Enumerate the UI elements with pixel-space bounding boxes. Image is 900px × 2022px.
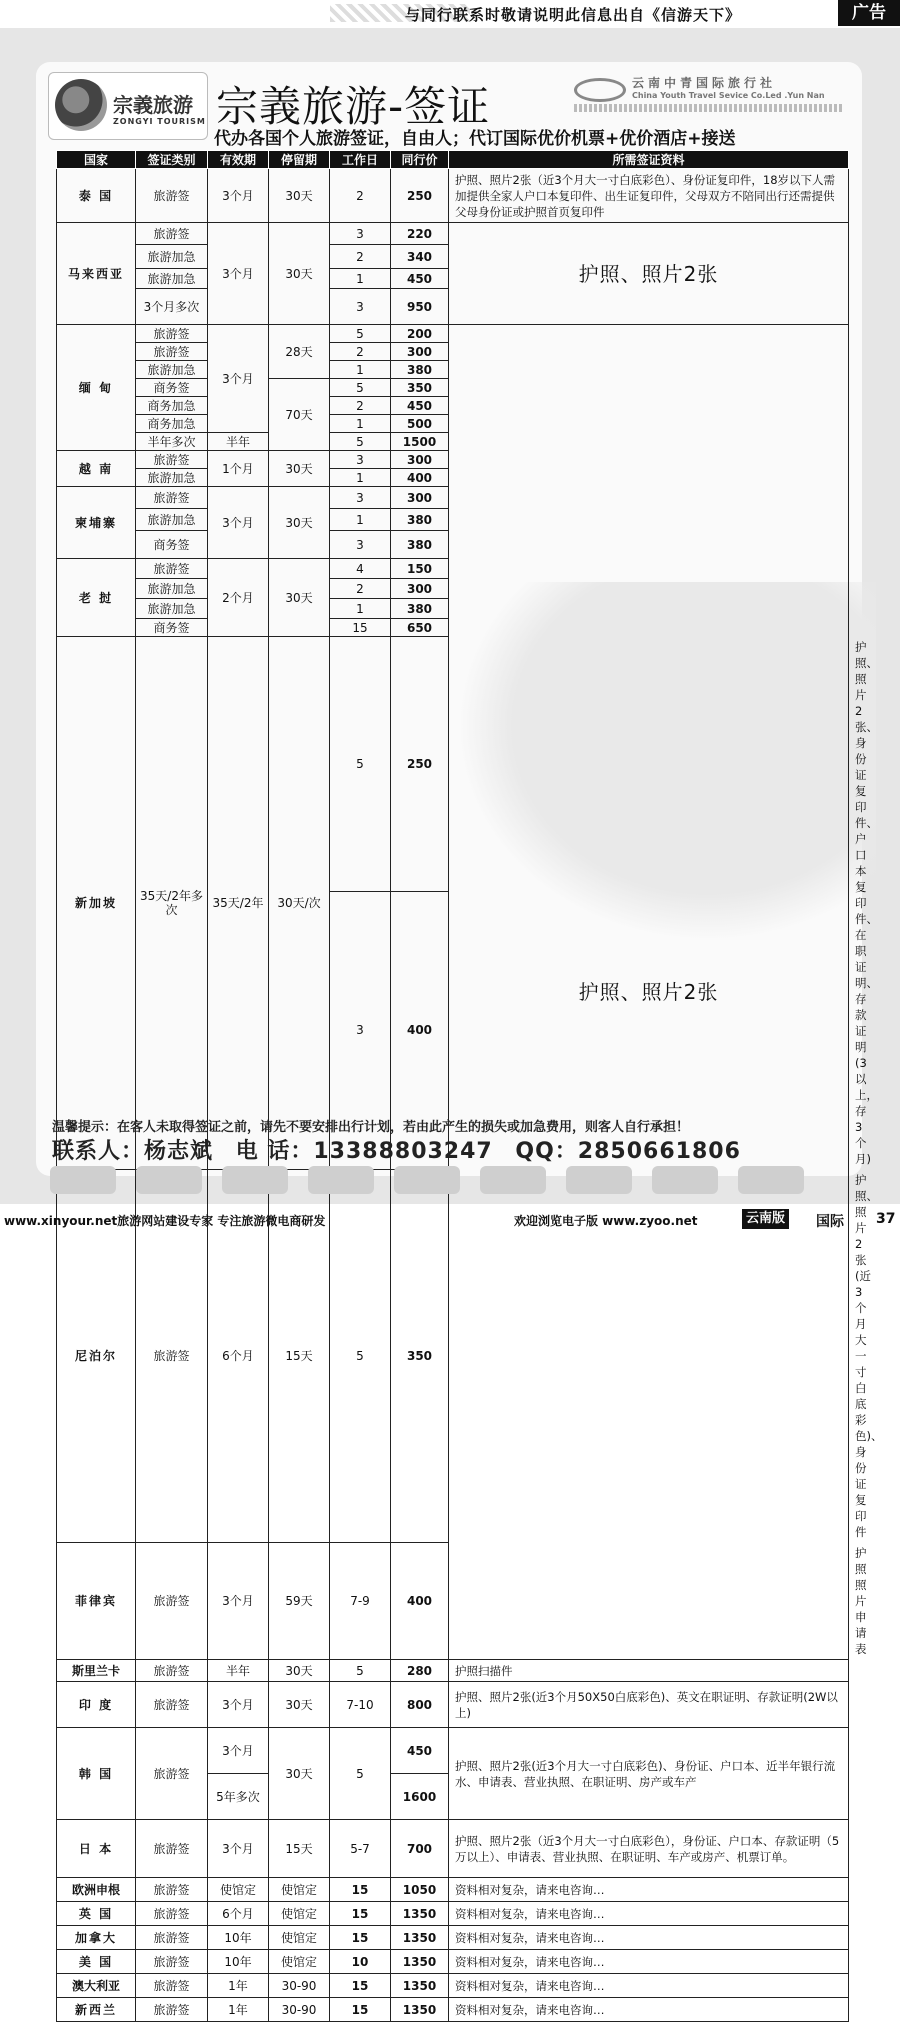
visa-type-cell: 旅游签 xyxy=(136,1902,208,1926)
validity-cell: 5年多次 xyxy=(208,1774,269,1820)
page-title: 宗義旅游-签证 xyxy=(216,82,491,131)
visa-type-cell: 旅游签 xyxy=(136,1926,208,1950)
materials-cell: 护照、照片2张(近3个月50X50白底彩色)、英文在职证明、存款证明(2W以上) xyxy=(449,1682,849,1728)
workdays-cell: 2 xyxy=(330,169,391,223)
stay-cell: 30天 xyxy=(269,559,330,637)
country-cell: 日 本 xyxy=(57,1820,136,1878)
visa-type-cell: 旅游签 xyxy=(136,1728,208,1820)
validity-cell: 半年 xyxy=(208,433,269,451)
workdays-cell: 7-9 xyxy=(330,1543,391,1660)
visa-type-cell: 商务签 xyxy=(136,619,208,637)
workdays-cell: 4 xyxy=(330,559,391,579)
price-cell: 220 xyxy=(391,223,449,245)
agency-english: China Youth Travel Sevice Co.Led .Yun Nan xyxy=(632,91,825,100)
validity-cell: 10年 xyxy=(208,1950,269,1974)
section-label: 国际 xyxy=(816,1214,844,1230)
workdays-cell: 1 xyxy=(330,599,391,619)
materials-cell: 资料相对复杂，请来电咨询… xyxy=(449,1974,849,1998)
workdays-cell: 5 xyxy=(330,325,391,343)
workdays-cell: 2 xyxy=(330,343,391,361)
validity-cell: 3个月 xyxy=(208,1543,269,1660)
country-cell: 老 挝 xyxy=(57,559,136,637)
stay-cell: 30天/次 xyxy=(269,637,330,1170)
visa-type-cell: 旅游加急 xyxy=(136,579,208,599)
visa-type-cell: 旅游加急 xyxy=(136,599,208,619)
country-cell: 斯里兰卡 xyxy=(57,1660,136,1682)
visa-type-cell: 商务签 xyxy=(136,531,208,559)
price-cell: 800 xyxy=(391,1682,449,1728)
visa-type-cell: 旅游签 xyxy=(136,223,208,245)
workdays-cell: 15 xyxy=(330,619,391,637)
visa-type-cell: 旅游签 xyxy=(136,1660,208,1682)
visa-type-cell: 旅游签 xyxy=(136,1170,208,1543)
validity-cell: 3个月 xyxy=(208,487,269,559)
price-cell: 1350 xyxy=(391,1902,449,1926)
flag-decoration xyxy=(50,1166,116,1194)
price-cell: 400 xyxy=(391,1543,449,1660)
validity-cell: 3个月 xyxy=(208,169,269,223)
flag-decoration xyxy=(652,1166,718,1194)
workdays-cell: 1 xyxy=(330,509,391,531)
workdays-cell: 7-10 xyxy=(330,1682,391,1728)
price-cell: 250 xyxy=(391,637,449,892)
table-row xyxy=(57,1820,849,1878)
contact-phone: 电 话：13388803247 xyxy=(235,1139,493,1164)
materials-cell: 资料相对复杂，请来电咨询… xyxy=(449,1878,849,1902)
visa-type-cell: 旅游签 xyxy=(136,343,208,361)
stay-cell: 30-90 xyxy=(269,1974,330,1998)
visa-type-cell: 旅游加急 xyxy=(136,509,208,531)
price-cell: 380 xyxy=(391,531,449,559)
price-cell: 700 xyxy=(391,1820,449,1878)
validity-cell: 35天/2年 xyxy=(208,637,269,1170)
table-row xyxy=(57,1998,849,2022)
workdays-cell: 5 xyxy=(330,1170,391,1543)
materials-cell: 资料相对复杂，请来电咨询… xyxy=(449,1998,849,2022)
validity-cell: 2个月 xyxy=(208,559,269,637)
workdays-cell: 15 xyxy=(330,1878,391,1902)
visa-type-cell: 商务加急 xyxy=(136,397,208,415)
workdays-cell: 5 xyxy=(330,379,391,397)
workdays-cell: 1 xyxy=(330,269,391,289)
warm-tip: 温馨提示：在客人未取得签证之前，请先不要安排出行计划，若由此产生的损失或加急费用，则客人自行承担！ xyxy=(52,1120,690,1135)
top-notice-bar xyxy=(0,0,900,26)
workdays-cell: 10 xyxy=(330,1950,391,1974)
flag-decoration xyxy=(222,1166,288,1194)
workdays-cell: 15 xyxy=(330,1926,391,1950)
price-cell: 380 xyxy=(391,509,449,531)
price-cell: 1350 xyxy=(391,1998,449,2022)
footprint-logo-icon xyxy=(55,79,107,131)
workdays-cell: 3 xyxy=(330,891,391,1169)
price-cell: 300 xyxy=(391,343,449,361)
logo-english: ZONGYI TOURISM xyxy=(113,117,206,126)
table-row: 菲律宾 旅游签 3个月 59天 7-9 400 护照 照片 申请表 xyxy=(57,1543,849,1660)
workdays-cell: 5 xyxy=(330,433,391,451)
country-cell: 马来西亚 xyxy=(57,223,136,325)
visa-type-cell: 旅游签 xyxy=(136,169,208,223)
price-cell: 950 xyxy=(391,289,449,325)
price-cell: 350 xyxy=(391,379,449,397)
stay-cell: 59天 xyxy=(269,1543,330,1660)
table-row xyxy=(57,1660,849,1682)
visa-type-cell: 商务签 xyxy=(136,379,208,397)
page-number: 37 xyxy=(876,1211,896,1227)
workdays-cell: 3 xyxy=(330,531,391,559)
edition-badge: 云南版 xyxy=(742,1209,789,1229)
flag-decoration xyxy=(566,1166,632,1194)
validity-cell: 3个月 xyxy=(208,1728,269,1774)
footer-left-text: www.xinyour.net旅游网站建设专家 专注旅游微电商研发 xyxy=(4,1214,326,1228)
logo-name: 宗義旅游 xyxy=(113,93,193,117)
header-workdays: 工作日 xyxy=(330,151,391,169)
visa-type-cell: 旅游签 xyxy=(136,1682,208,1728)
workdays-cell: 1 xyxy=(330,469,391,487)
visa-type-cell: 旅游签 xyxy=(136,1820,208,1878)
validity-cell: 6个月 xyxy=(208,1902,269,1926)
visa-type-cell: 旅游加急 xyxy=(136,469,208,487)
stay-cell: 使馆定 xyxy=(269,1926,330,1950)
visa-type-cell: 旅游加急 xyxy=(136,269,208,289)
visa-type-cell: 半年多次 xyxy=(136,433,208,451)
validity-cell: 半年 xyxy=(208,1660,269,1682)
country-cell: 韩 国 xyxy=(57,1728,136,1820)
materials-cell: 资料相对复杂，请来电咨询… xyxy=(449,1926,849,1950)
price-cell: 500 xyxy=(391,415,449,433)
materials-cell: 护照、照片2张(近3个月大一寸白底彩色)、身份证、户口本、近半年银行流水、申请表、营业执照、在职证明、房产或车产 xyxy=(449,1728,849,1820)
materials-cell: 护照、照片2张 xyxy=(449,325,849,1660)
price-cell: 340 xyxy=(391,245,449,269)
table-row xyxy=(57,1728,849,1774)
visa-type-cell: 旅游签 xyxy=(136,487,208,509)
agency-divider xyxy=(574,104,844,112)
price-cell: 150 xyxy=(391,559,449,579)
stay-cell: 15天 xyxy=(269,1820,330,1878)
workdays-cell: 5 xyxy=(330,637,391,892)
visa-price-table xyxy=(56,150,883,2022)
workdays-cell: 3 xyxy=(330,223,391,245)
workdays-cell: 1 xyxy=(330,415,391,433)
workdays-cell: 3 xyxy=(330,289,391,325)
country-cell: 新西兰 xyxy=(57,1998,136,2022)
validity-cell: 3个月 xyxy=(208,325,269,433)
source-notice: 与同行联系时敬请说明此信息出自《信游天下》 xyxy=(405,6,742,24)
visa-type-cell: 旅游加急 xyxy=(136,361,208,379)
country-cell: 菲律宾 xyxy=(57,1543,136,1660)
visa-type-cell: 旅游签 xyxy=(136,1543,208,1660)
price-cell: 650 xyxy=(391,619,449,637)
validity-cell: 3个月 xyxy=(208,223,269,325)
flag-decoration xyxy=(738,1166,804,1194)
stay-cell: 30天 xyxy=(269,451,330,487)
stay-cell: 15天 xyxy=(269,1170,330,1543)
header-validity: 有效期 xyxy=(208,151,269,169)
table-header-row xyxy=(57,151,849,169)
table-row xyxy=(57,325,849,343)
agency-logo xyxy=(574,74,844,116)
country-cell: 越 南 xyxy=(57,451,136,487)
visa-type-cell: 旅游签 xyxy=(136,1974,208,1998)
materials-cell: 护照、照片2张 xyxy=(449,223,849,325)
price-cell: 300 xyxy=(391,579,449,599)
table-row xyxy=(57,1926,849,1950)
price-cell: 200 xyxy=(391,325,449,343)
price-cell: 1350 xyxy=(391,1974,449,1998)
table-row: 尼泊尔 旅游签 6个月 15天 5 350 照片2张(近3个月大一寸白底彩色)、身份证复印件 xyxy=(57,1170,849,1543)
price-cell: 1350 xyxy=(391,1926,449,1950)
materials-cell: 护照、照片2张（近3个月大一寸白底彩色）、身份证复印件，18岁以下人需加提供全家人户口本复印件、出生证复印件，父母双方不陪同出行还需提供父母身份证或护照首页复印件 xyxy=(449,169,849,223)
header-country: 国家 xyxy=(57,151,136,169)
flag-decoration xyxy=(136,1166,202,1194)
table-row xyxy=(57,1902,849,1926)
visa-type-cell: 旅游加急 xyxy=(136,245,208,269)
workdays-cell: 3 xyxy=(330,451,391,469)
country-cell: 印 度 xyxy=(57,1682,136,1728)
validity-cell: 1年 xyxy=(208,1974,269,1998)
visa-type-cell: 旅游签 xyxy=(136,451,208,469)
country-cell: 加拿大 xyxy=(57,1926,136,1950)
table-row xyxy=(57,1974,849,1998)
price-cell: 280 xyxy=(391,1660,449,1682)
stay-cell: 30天 xyxy=(269,487,330,559)
price-cell: 380 xyxy=(391,361,449,379)
header-stay: 停留期 xyxy=(269,151,330,169)
visa-type-cell: 商务加急 xyxy=(136,415,208,433)
price-cell: 450 xyxy=(391,1728,449,1774)
price-cell: 1350 xyxy=(391,1950,449,1974)
contact-qq: QQ：2850661806 xyxy=(515,1139,741,1164)
contact-person: 联系人：杨志斌 xyxy=(52,1139,214,1164)
globe-logo-icon xyxy=(574,78,626,102)
stay-cell: 30天 xyxy=(269,1682,330,1728)
materials-cell: 护照扫描件 xyxy=(449,1660,849,1682)
price-cell: 380 xyxy=(391,599,449,619)
table-row xyxy=(57,1878,849,1902)
price-cell: 400 xyxy=(391,469,449,487)
table-row xyxy=(57,223,849,245)
agency-name: 云南中青国际旅行社 xyxy=(632,76,777,90)
stay-cell: 30天 xyxy=(269,1728,330,1820)
validity-cell: 10年 xyxy=(208,1926,269,1950)
price-cell: 300 xyxy=(391,487,449,509)
visa-type-cell: 旅游签 xyxy=(136,1878,208,1902)
header-price: 同行价 xyxy=(391,151,449,169)
stay-cell: 使馆定 xyxy=(269,1878,330,1902)
header-materials: 所需签证资料 xyxy=(449,151,849,169)
workdays-cell: 15 xyxy=(330,1974,391,1998)
materials-cell: 护照、照片2张（近3个月大一寸白底彩色），身份证、户口本、存款证明（5万以上）、申请表、营业执照、在职证明、车产或房产、机票订单。 xyxy=(449,1820,849,1878)
country-cell: 缅 甸 xyxy=(57,325,136,451)
validity-cell: 3个月 xyxy=(208,1682,269,1728)
flag-decoration xyxy=(394,1166,460,1194)
materials-cell: 资料相对复杂，请来电咨询… xyxy=(449,1902,849,1926)
workdays-cell: 5 xyxy=(330,1728,391,1820)
validity-cell: 使馆定 xyxy=(208,1878,269,1902)
stay-cell: 使馆定 xyxy=(269,1902,330,1926)
stay-cell: 使馆定 xyxy=(269,1950,330,1974)
western-countries-group xyxy=(57,1878,849,2022)
stay-cell: 30天 xyxy=(269,1660,330,1682)
ad-label: 广告 xyxy=(838,0,900,26)
visa-type-cell: 旅游签 xyxy=(136,1998,208,2022)
country-cell: 美 国 xyxy=(57,1950,136,1974)
price-cell: 250 xyxy=(391,169,449,223)
workdays-cell: 2 xyxy=(330,245,391,269)
workdays-cell: 5-7 xyxy=(330,1820,391,1878)
stay-cell: 30天 xyxy=(269,223,330,325)
decorative-flag-strip xyxy=(40,1160,860,1196)
flag-decoration xyxy=(480,1166,546,1194)
country-cell: 柬埔寨 xyxy=(57,487,136,559)
workdays-cell: 1 xyxy=(330,361,391,379)
validity-cell: 1年 xyxy=(208,1998,269,2022)
materials-cell: 资料相对复杂，请来电咨询… xyxy=(449,1950,849,1974)
price-cell: 1500 xyxy=(391,433,449,451)
validity-cell: 3个月 xyxy=(208,1820,269,1878)
visa-type-cell: 旅游签 xyxy=(136,559,208,579)
workdays-cell: 2 xyxy=(330,579,391,599)
stay-cell: 28天 xyxy=(269,325,330,379)
stay-cell: 30-90 xyxy=(269,1998,330,2022)
visa-type-cell: 旅游签 xyxy=(136,325,208,343)
visa-type-cell: 35天/2年多次 xyxy=(136,637,208,1170)
company-logo xyxy=(48,72,208,140)
workdays-cell: 3 xyxy=(330,487,391,509)
page-footer xyxy=(0,1208,900,1230)
services-subtitle: 代办各国个人旅游签证，自由人；代订国际优价机票+优价酒店+接送 xyxy=(214,129,736,149)
validity-cell: 6个月 xyxy=(208,1170,269,1543)
stay-cell: 70天 xyxy=(269,379,330,451)
table-row xyxy=(57,1682,849,1728)
visa-type-cell: 旅游签 xyxy=(136,1950,208,1974)
price-cell: 300 xyxy=(391,451,449,469)
price-cell: 1050 xyxy=(391,1878,449,1902)
price-cell: 400 xyxy=(391,891,449,1169)
country-cell: 泰 国 xyxy=(57,169,136,223)
validity-cell: 1个月 xyxy=(208,451,269,487)
country-cell: 尼泊尔 xyxy=(57,1170,136,1543)
workdays-cell: 15 xyxy=(330,1998,391,2022)
stay-cell: 30天 xyxy=(269,169,330,223)
footer-website: 欢迎浏览电子版 www.zyoo.net xyxy=(514,1214,698,1228)
country-cell: 新加坡 xyxy=(57,637,136,1170)
workdays-cell: 15 xyxy=(330,1902,391,1926)
workdays-cell: 5 xyxy=(330,1660,391,1682)
country-cell: 欧洲申根 xyxy=(57,1878,136,1902)
flag-decoration xyxy=(308,1166,374,1194)
country-cell: 澳大利亚 xyxy=(57,1974,136,1998)
country-cell: 英 国 xyxy=(57,1902,136,1926)
table-row xyxy=(57,1950,849,1974)
header-visa-type: 签证类别 xyxy=(136,151,208,169)
price-cell: 450 xyxy=(391,397,449,415)
visa-type-cell: 3个月多次 xyxy=(136,289,208,325)
price-cell: 1600 xyxy=(391,1774,449,1820)
price-cell: 450 xyxy=(391,269,449,289)
table-row xyxy=(57,169,849,223)
workdays-cell: 2 xyxy=(330,397,391,415)
price-cell: 350 xyxy=(391,1170,449,1543)
